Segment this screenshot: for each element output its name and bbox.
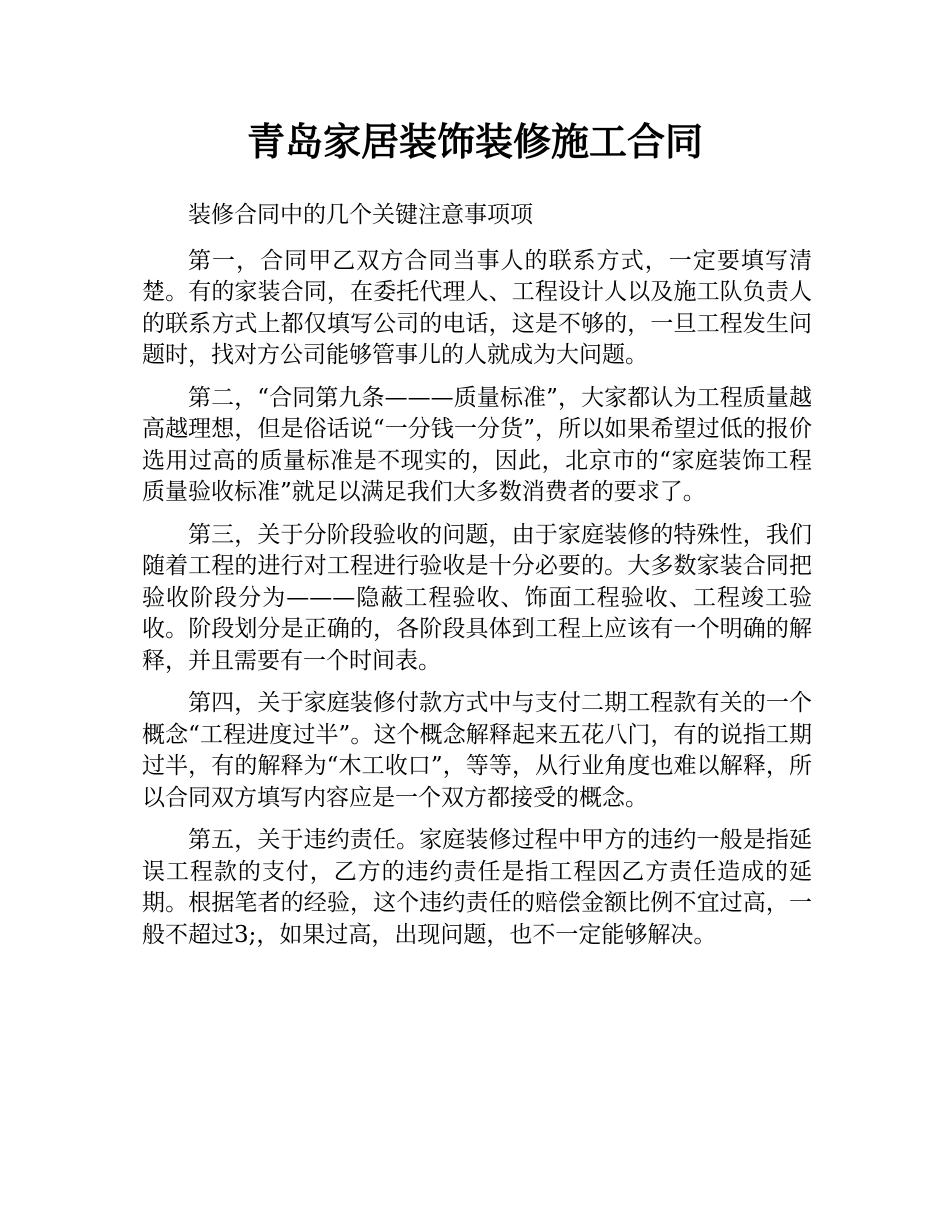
- document-title: 青岛家居装饰装修施工合同: [246, 120, 703, 164]
- paragraph-4: 第四，关于家庭装修付款方式中与支付二期工程款有关的一个概念“工程进度过半”。这个概念解释起来五花八门，有的说指工期过半，有的解释为“木工收口”，等等，从行业角度也难以解释，所以合同双方填写内容应是一个双方都接受的概念。: [142, 690, 812, 811]
- intro-paragraph: 装修合同中的几个关键注意事项项: [188, 202, 533, 228]
- paragraph-5: 第五，关于违约责任。家庭装修过程中甲方的违约一般是指延误工程款的支付，乙方的违约责任是指工程因乙方责任造成的延期。根据笔者的经验，这个违约责任的赔偿金额比例不宜过高，一般不超过3;，如果过高，出现问题，也不一定能够解决。: [142, 827, 812, 948]
- document-body: [142, 200, 812, 962]
- paragraph-1: 第一，合同甲乙双方合同当事人的联系方式，一定要填写清楚。有的家装合同，在委托代理人、工程设计人以及施工队负责人的联系方式上都仅填写公司的电话，这是不够的，一旦工程发生问题时，找对方公司能够管事儿的人就成为大问题。: [142, 247, 812, 368]
- paragraph-2: 第二，“合同第九条———质量标准”，大家都认为工程质量越高越理想，但是俗话说“一分钱一分货”，所以如果希望过低的报价选用过高的质量标准是不现实的，因此，北京市的“家庭装饰工程质量验收标准”就足以满足我们大多数消费者的要求了。: [142, 384, 812, 505]
- paragraph-3: 第三，关于分阶段验收的问题，由于家庭装修的特殊性，我们随着工程的进行对工程进行验收是十分必要的。大多数家装合同把验收阶段分为———隐蔽工程验收、饰面工程验收、工程竣工验收。阶段划分是正确的，各阶段具体到工程上应该有一个明确的解释，并且需要有一个时间表。: [142, 521, 812, 674]
